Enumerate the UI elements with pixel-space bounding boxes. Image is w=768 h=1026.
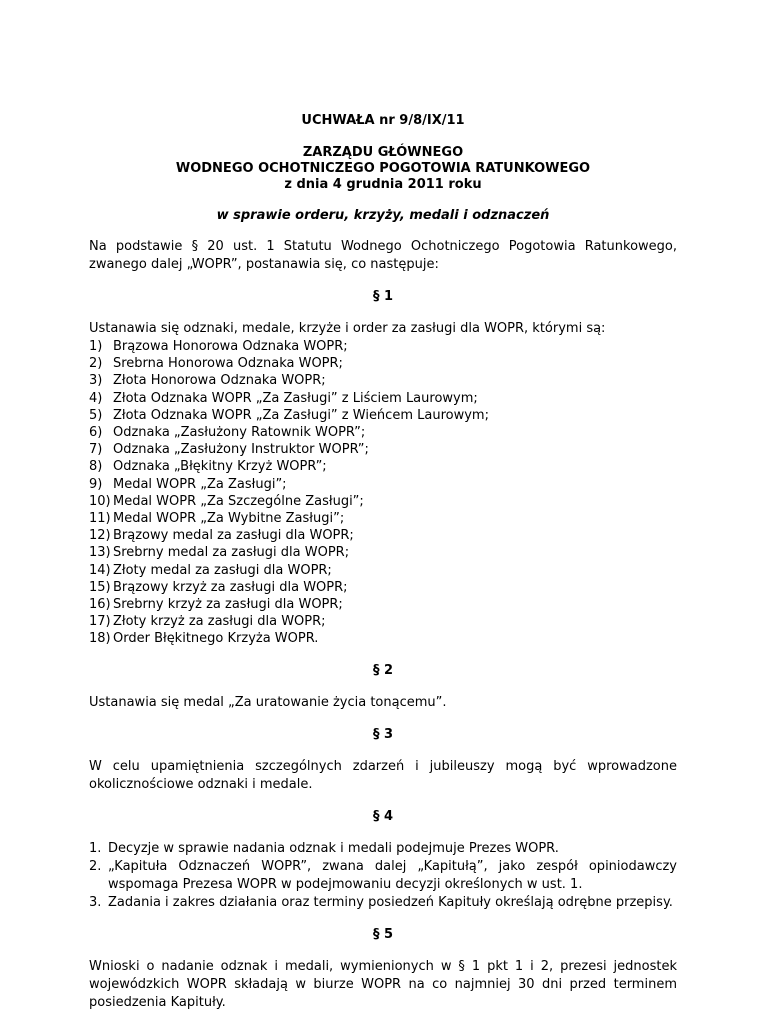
decoration-list-item-text: Złota Honorowa Odznaka WOPR; xyxy=(113,373,326,389)
decoration-list-item xyxy=(89,372,677,389)
decoration-list-item xyxy=(89,424,677,441)
decoration-list-item-number: 10) xyxy=(89,493,111,509)
decoration-list-item-text: Srebrna Honorowa Odznaka WOPR; xyxy=(113,356,343,372)
section-2-label: § 2 xyxy=(372,662,394,678)
section-1-intro: Ustanawia się odznaki, medale, krzyże i order za zasługi dla WOPR, którymi są: xyxy=(89,321,606,336)
decoration-list-item-text: Srebrny krzyż za zasługi dla WOPR; xyxy=(113,597,343,613)
decoration-list-item-number: 8) xyxy=(89,459,103,475)
section-2-text: Ustanawia się medal „Za uratowanie życia tonącemu”. xyxy=(89,694,447,710)
decoration-list-item-number: 18) xyxy=(89,631,111,647)
decoration-list-item xyxy=(89,596,677,613)
clause-list-item-number: 2. xyxy=(89,858,102,874)
decoration-list-item-number: 11) xyxy=(89,511,111,527)
decoration-list-item-number: 15) xyxy=(89,579,111,595)
decoration-list-item xyxy=(89,476,677,493)
clause-list-item-text: „Kapituła Odznaczeń WOPR”, zwana dalej „Kapitułą”, jako zespół opiniodawczy wspomaga Prezesa WOPR w podejmowaniu decyzji określonych w ust. 1. xyxy=(108,858,677,892)
decoration-list-item-number: 1) xyxy=(89,339,103,354)
decoration-list-item xyxy=(89,338,677,355)
section-3-text: W celu upamiętnienia szczególnych zdarzeń i jubileuszy mogą być wprowadzone okolicznościowe odznaki i medale. xyxy=(89,758,677,792)
decoration-list-item-text: Brązowy krzyż za zasługi dla WOPR; xyxy=(113,579,348,595)
decoration-list-item-number: 6) xyxy=(89,425,103,441)
resolution-number: UCHWAŁA nr 9/8/IX/11 xyxy=(301,113,465,128)
decoration-list-item-text: Złoty krzyż za zasługi dla WOPR; xyxy=(113,614,326,630)
heading-line-1: ZARZĄDU GŁÓWNEGO xyxy=(302,145,464,160)
decoration-list-item xyxy=(89,458,677,475)
section-4-list xyxy=(89,840,677,912)
decoration-list-item-text: Złota Odznaka WOPR „Za Zasługi” z Liściem Laurowym; xyxy=(113,390,478,406)
document-page xyxy=(89,112,677,1026)
heading-date: z dnia 4 grudnia 2011 roku xyxy=(284,177,482,192)
section-1-list xyxy=(89,338,677,648)
decoration-list-item-text: Złota Odznaka WOPR „Za Zasługi” z Wieńcem Laurowym; xyxy=(113,407,489,423)
decoration-list-item-text: Medal WOPR „Za Wybitne Zasługi”; xyxy=(113,511,345,527)
decoration-list-item-number: 12) xyxy=(89,528,111,544)
decoration-list-item-text: Srebrny medal za zasługi dla WOPR; xyxy=(113,545,350,561)
decoration-list-item-number: 2) xyxy=(89,356,103,372)
clause-list-item-number: 3. xyxy=(89,894,102,910)
decoration-list-item xyxy=(89,630,677,647)
clause-list-item-text: Decyzje w sprawie nadania odznak i medali podejmuje Prezes WOPR. xyxy=(108,840,559,856)
decoration-list-item xyxy=(89,613,677,630)
decoration-list-item-number: 16) xyxy=(89,597,111,613)
decoration-list-item-text: Medal WOPR „Za Zasługi”; xyxy=(113,476,287,492)
resolution-heading xyxy=(89,145,677,193)
section-1-label: § 1 xyxy=(372,289,394,304)
clause-list-item xyxy=(89,894,677,912)
section-4-label: § 4 xyxy=(372,808,394,824)
section-5-text: Wnioski o nadanie odznak i medali, wymienionych w § 1 pkt 1 i 2, prezesi jednostek wojewódzkich WOPR składają w biurze WOPR na co najmniej 30 dni przed terminem posiedzenia Kapituły. xyxy=(89,958,677,1010)
decoration-list-item xyxy=(89,441,677,458)
section-5-label: § 5 xyxy=(372,926,394,942)
decoration-list-item-number: 13) xyxy=(89,545,111,561)
decoration-list-item xyxy=(89,562,677,579)
decoration-list-item xyxy=(89,407,677,424)
decoration-list-item xyxy=(89,544,677,561)
resolution-subject: w sprawie orderu, krzyży, medali i odznaczeń xyxy=(216,208,550,223)
decoration-list-item xyxy=(89,355,677,372)
section-3-label: § 3 xyxy=(372,726,394,742)
clause-list-item xyxy=(89,840,677,858)
decoration-list-item-text: Brązowa Honorowa Odznaka WOPR; xyxy=(113,339,348,354)
decoration-list-item xyxy=(89,493,677,510)
decoration-list-item-number: 17) xyxy=(89,614,111,630)
decoration-list-item xyxy=(89,510,677,527)
clause-list-item xyxy=(89,858,677,894)
decoration-list-item xyxy=(89,579,677,596)
decoration-list-item-text: Odznaka „Zasłużony Ratownik WOPR”; xyxy=(113,425,366,441)
decoration-list-item-number: 5) xyxy=(89,407,103,423)
heading-line-2: WODNEGO OCHOTNICZEGO POGOTOWIA RATUNKOWEGO xyxy=(175,161,591,176)
preamble: Na podstawie § 20 ust. 1 Statutu Wodnego Ochotniczego Pogotowia Ratunkowego, zwanego dalej „WOPR”, postanawia się, co następuje: xyxy=(89,239,677,272)
decoration-list-item-number: 9) xyxy=(89,476,103,492)
clause-list-item-text: Zadania i zakres działania oraz terminy posiedzeń Kapituły określają odrębne przepisy. xyxy=(108,894,673,910)
decoration-list-item-number: 4) xyxy=(89,390,103,406)
decoration-list-item-text: Złoty medal za zasługi dla WOPR; xyxy=(113,562,332,578)
decoration-list-item-text: Medal WOPR „Za Szczególne Zasługi”; xyxy=(113,493,364,509)
decoration-list-item-number: 7) xyxy=(89,442,103,458)
decoration-list-item-text: Order Błękitnego Krzyża WOPR. xyxy=(113,631,319,647)
decoration-list-item xyxy=(89,390,677,407)
decoration-list-item xyxy=(89,527,677,544)
decoration-list-item-number: 14) xyxy=(89,562,111,578)
clause-list-item-number: 1. xyxy=(89,840,102,856)
decoration-list-item-text: Odznaka „Błękitny Krzyż WOPR”; xyxy=(113,459,327,475)
decoration-list-item-text: Odznaka „Zasłużony Instruktor WOPR”; xyxy=(113,442,369,458)
decoration-list-item-text: Brązowy medal za zasługi dla WOPR; xyxy=(113,528,354,544)
decoration-list-item-number: 3) xyxy=(89,373,103,389)
